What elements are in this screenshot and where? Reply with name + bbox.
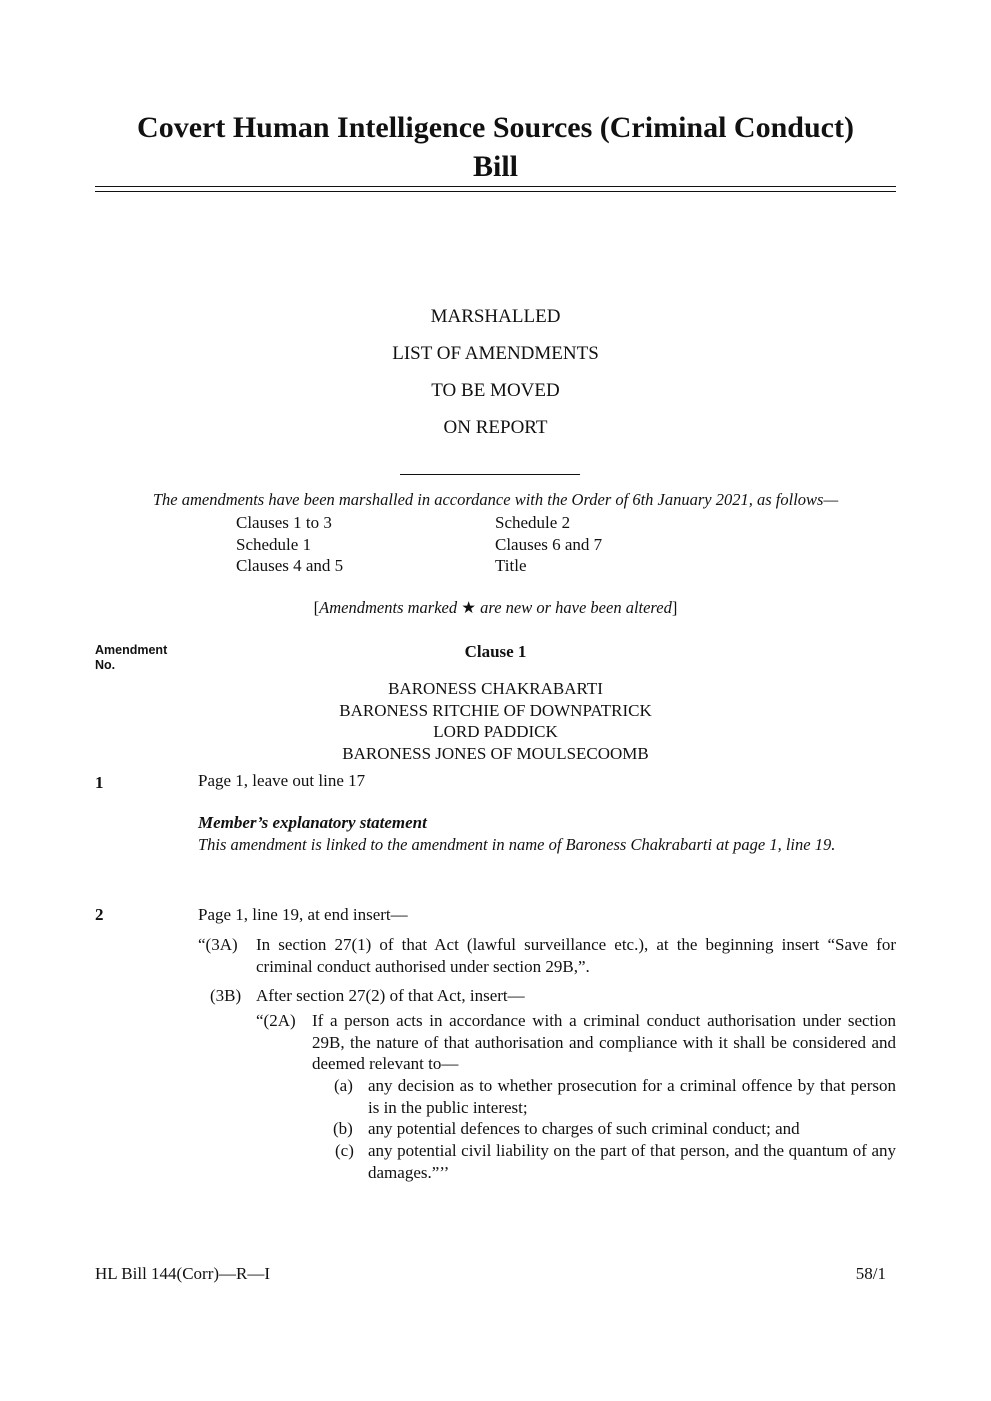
title-rule-bottom — [95, 191, 896, 192]
paragraph-text: any potential civil liability on the part of that person, and the quantum of any damages.”’’ — [368, 1141, 896, 1182]
subsection-text: In section 27(1) of that Act (lawful surveillance etc.), at the beginning insert “Save for criminal conduct authorised under section 29B,”. — [256, 935, 896, 976]
paragraph-label: (c) — [335, 1141, 354, 1160]
caption-line: LIST OF AMENDMENTS — [392, 343, 599, 364]
altered-note — [0, 598, 991, 618]
caption-divider — [400, 474, 580, 475]
explanatory-statement: This amendment is linked to the amendment in name of Baroness Chakrabarti at page 1, line 19. — [198, 835, 836, 854]
paragraph-text: any decision as to whether prosecution for a criminal offence by that person is in the public interest; — [368, 1076, 896, 1117]
caption-line: TO BE MOVED — [431, 380, 560, 401]
note-bracket-open: [ — [313, 598, 320, 617]
mover-name: BARONESS JONES OF MOULSECOOMB — [342, 743, 649, 763]
order-item: Schedule 1 — [236, 534, 312, 554]
order-column-1 — [236, 512, 343, 577]
mover-name: LORD PADDICK — [433, 722, 558, 741]
order-item: Clauses 4 and 5 — [236, 556, 344, 575]
subsection-text: If a person acts in accordance with a criminal conduct authorisation under section 29B, the nature of that authorisation and compliance with it shall be considered and deemed relevant to— — [312, 1011, 896, 1073]
explanatory-statement-heading: Member’s explanatory statement — [198, 813, 427, 832]
amendment-text: Page 1, leave out line 17 — [198, 771, 366, 790]
subsection-label: “(2A) — [256, 1011, 296, 1030]
subsection-label: “(3A) — [198, 935, 238, 954]
title-rule-top — [95, 186, 896, 187]
mover-name: BARONESS CHAKRABARTI — [388, 679, 603, 698]
bill-reference: HL Bill 144(Corr)—R—I — [95, 1264, 271, 1283]
amendment-text: Page 1, line 19, at end insert— — [198, 905, 408, 924]
order-item: Clauses 1 to 3 — [236, 513, 332, 532]
paragraph-label: (a) — [334, 1076, 353, 1095]
page-reference: 58/1 — [855, 1264, 886, 1283]
amendment-label-line1: Amendment — [95, 643, 168, 657]
star-icon: ★ — [461, 598, 477, 617]
bill-title-line2: Bill — [472, 150, 518, 183]
paragraph-label: (b) — [333, 1119, 353, 1138]
bill-title-line1: Covert Human Intelligence Sources (Criminal Conduct) — [137, 111, 854, 144]
mover-name: BARONESS RITCHIE OF DOWNPATRICK — [339, 700, 652, 720]
order-item: Clauses 6 and 7 — [495, 534, 603, 554]
paragraph-text: any potential defences to charges of such criminal conduct; and — [368, 1119, 800, 1138]
amendment-label-line2: No. — [95, 658, 116, 672]
amendment-number: 2 — [95, 905, 104, 924]
order-column-2 — [495, 512, 602, 577]
subsection-text: After section 27(2) of that Act, insert— — [256, 986, 525, 1005]
note-bracket-close: ] — [671, 598, 678, 617]
order-item: Title — [495, 556, 527, 575]
caption-line: MARSHALLED — [430, 306, 561, 327]
note-text-before: Amendments marked — [319, 598, 462, 617]
movers-list — [0, 678, 991, 764]
order-item: Schedule 2 — [495, 513, 571, 532]
subsection-label: (3B) — [210, 986, 242, 1005]
clause-heading: Clause 1 — [464, 642, 527, 661]
marshalling-intro: The amendments have been marshalled in accordance with the Order of 6th January 2021, as follows— — [152, 490, 839, 509]
note-text-after: are new or have been altered — [476, 598, 672, 617]
amendment-number: 1 — [95, 773, 104, 792]
bill-title — [95, 108, 896, 186]
caption-line: ON REPORT — [443, 417, 548, 438]
